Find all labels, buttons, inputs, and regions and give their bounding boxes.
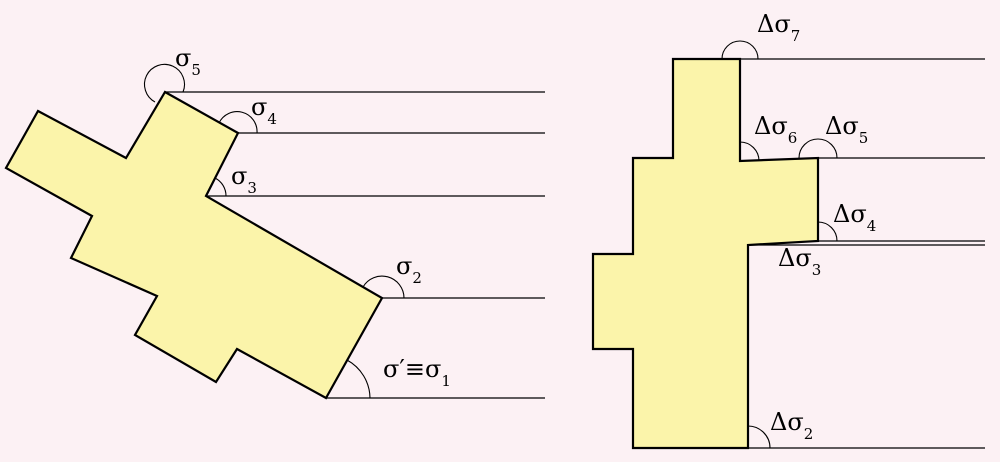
right-panel (593, 10, 985, 448)
label-delta-sigma-6-symbol: Δσ (754, 112, 788, 140)
label-delta-sigma-3-subscript: 3 (811, 261, 822, 279)
label-delta-sigma-4-symbol: Δσ (833, 200, 867, 228)
label-delta-sigma-4 (833, 200, 876, 235)
label-delta-sigma-7 (757, 10, 800, 45)
label-sigma-1-symbol: σ′≡σ (383, 355, 442, 383)
left-rotated-polygon (6, 92, 382, 398)
label-sigma-5 (175, 44, 201, 79)
label-sigma-3 (231, 162, 257, 197)
label-sigma-4-subscript: 4 (267, 110, 277, 128)
label-delta-sigma-7-subscript: 7 (790, 27, 801, 45)
label-sigma-1-subscript: 1 (441, 372, 451, 390)
label-delta-sigma-5-subscript: 5 (858, 129, 869, 147)
label-delta-sigma-5 (825, 112, 868, 147)
label-sigma-4-symbol: σ (251, 93, 268, 121)
label-sigma-2-symbol: σ (396, 252, 413, 280)
label-delta-sigma-3-symbol: Δσ (778, 244, 812, 272)
label-delta-sigma-6-subscript: 6 (787, 129, 798, 147)
angle-arc-sigma-1 (347, 360, 370, 398)
label-delta-sigma-5-symbol: Δσ (825, 112, 859, 140)
label-delta-sigma-7-symbol: Δσ (757, 10, 791, 38)
angle-arc-delta-sigma-6 (740, 142, 759, 161)
label-sigma-3-subscript: 3 (247, 179, 257, 197)
angle-arc-delta-sigma-5 (799, 139, 837, 158)
label-sigma-1 (383, 355, 451, 390)
label-sigma-3-symbol: σ (231, 162, 248, 190)
label-delta-sigma-4-subscript: 4 (866, 217, 877, 235)
angle-arc-delta-sigma-2 (748, 426, 770, 448)
label-sigma-2-subscript: 2 (412, 269, 422, 287)
angle-arc-sigma-3 (215, 178, 226, 196)
label-delta-sigma-3 (778, 244, 821, 279)
label-sigma-5-symbol: σ (175, 44, 192, 72)
label-sigma-2 (396, 252, 422, 287)
angle-arc-delta-sigma-7 (722, 41, 758, 59)
label-delta-sigma-2-subscript: 2 (803, 425, 814, 443)
label-delta-sigma-2 (770, 408, 813, 443)
label-delta-sigma-6 (754, 112, 797, 147)
label-sigma-5-subscript: 5 (191, 61, 201, 79)
label-delta-sigma-2-symbol: Δσ (770, 408, 804, 436)
left-panel (6, 44, 545, 398)
